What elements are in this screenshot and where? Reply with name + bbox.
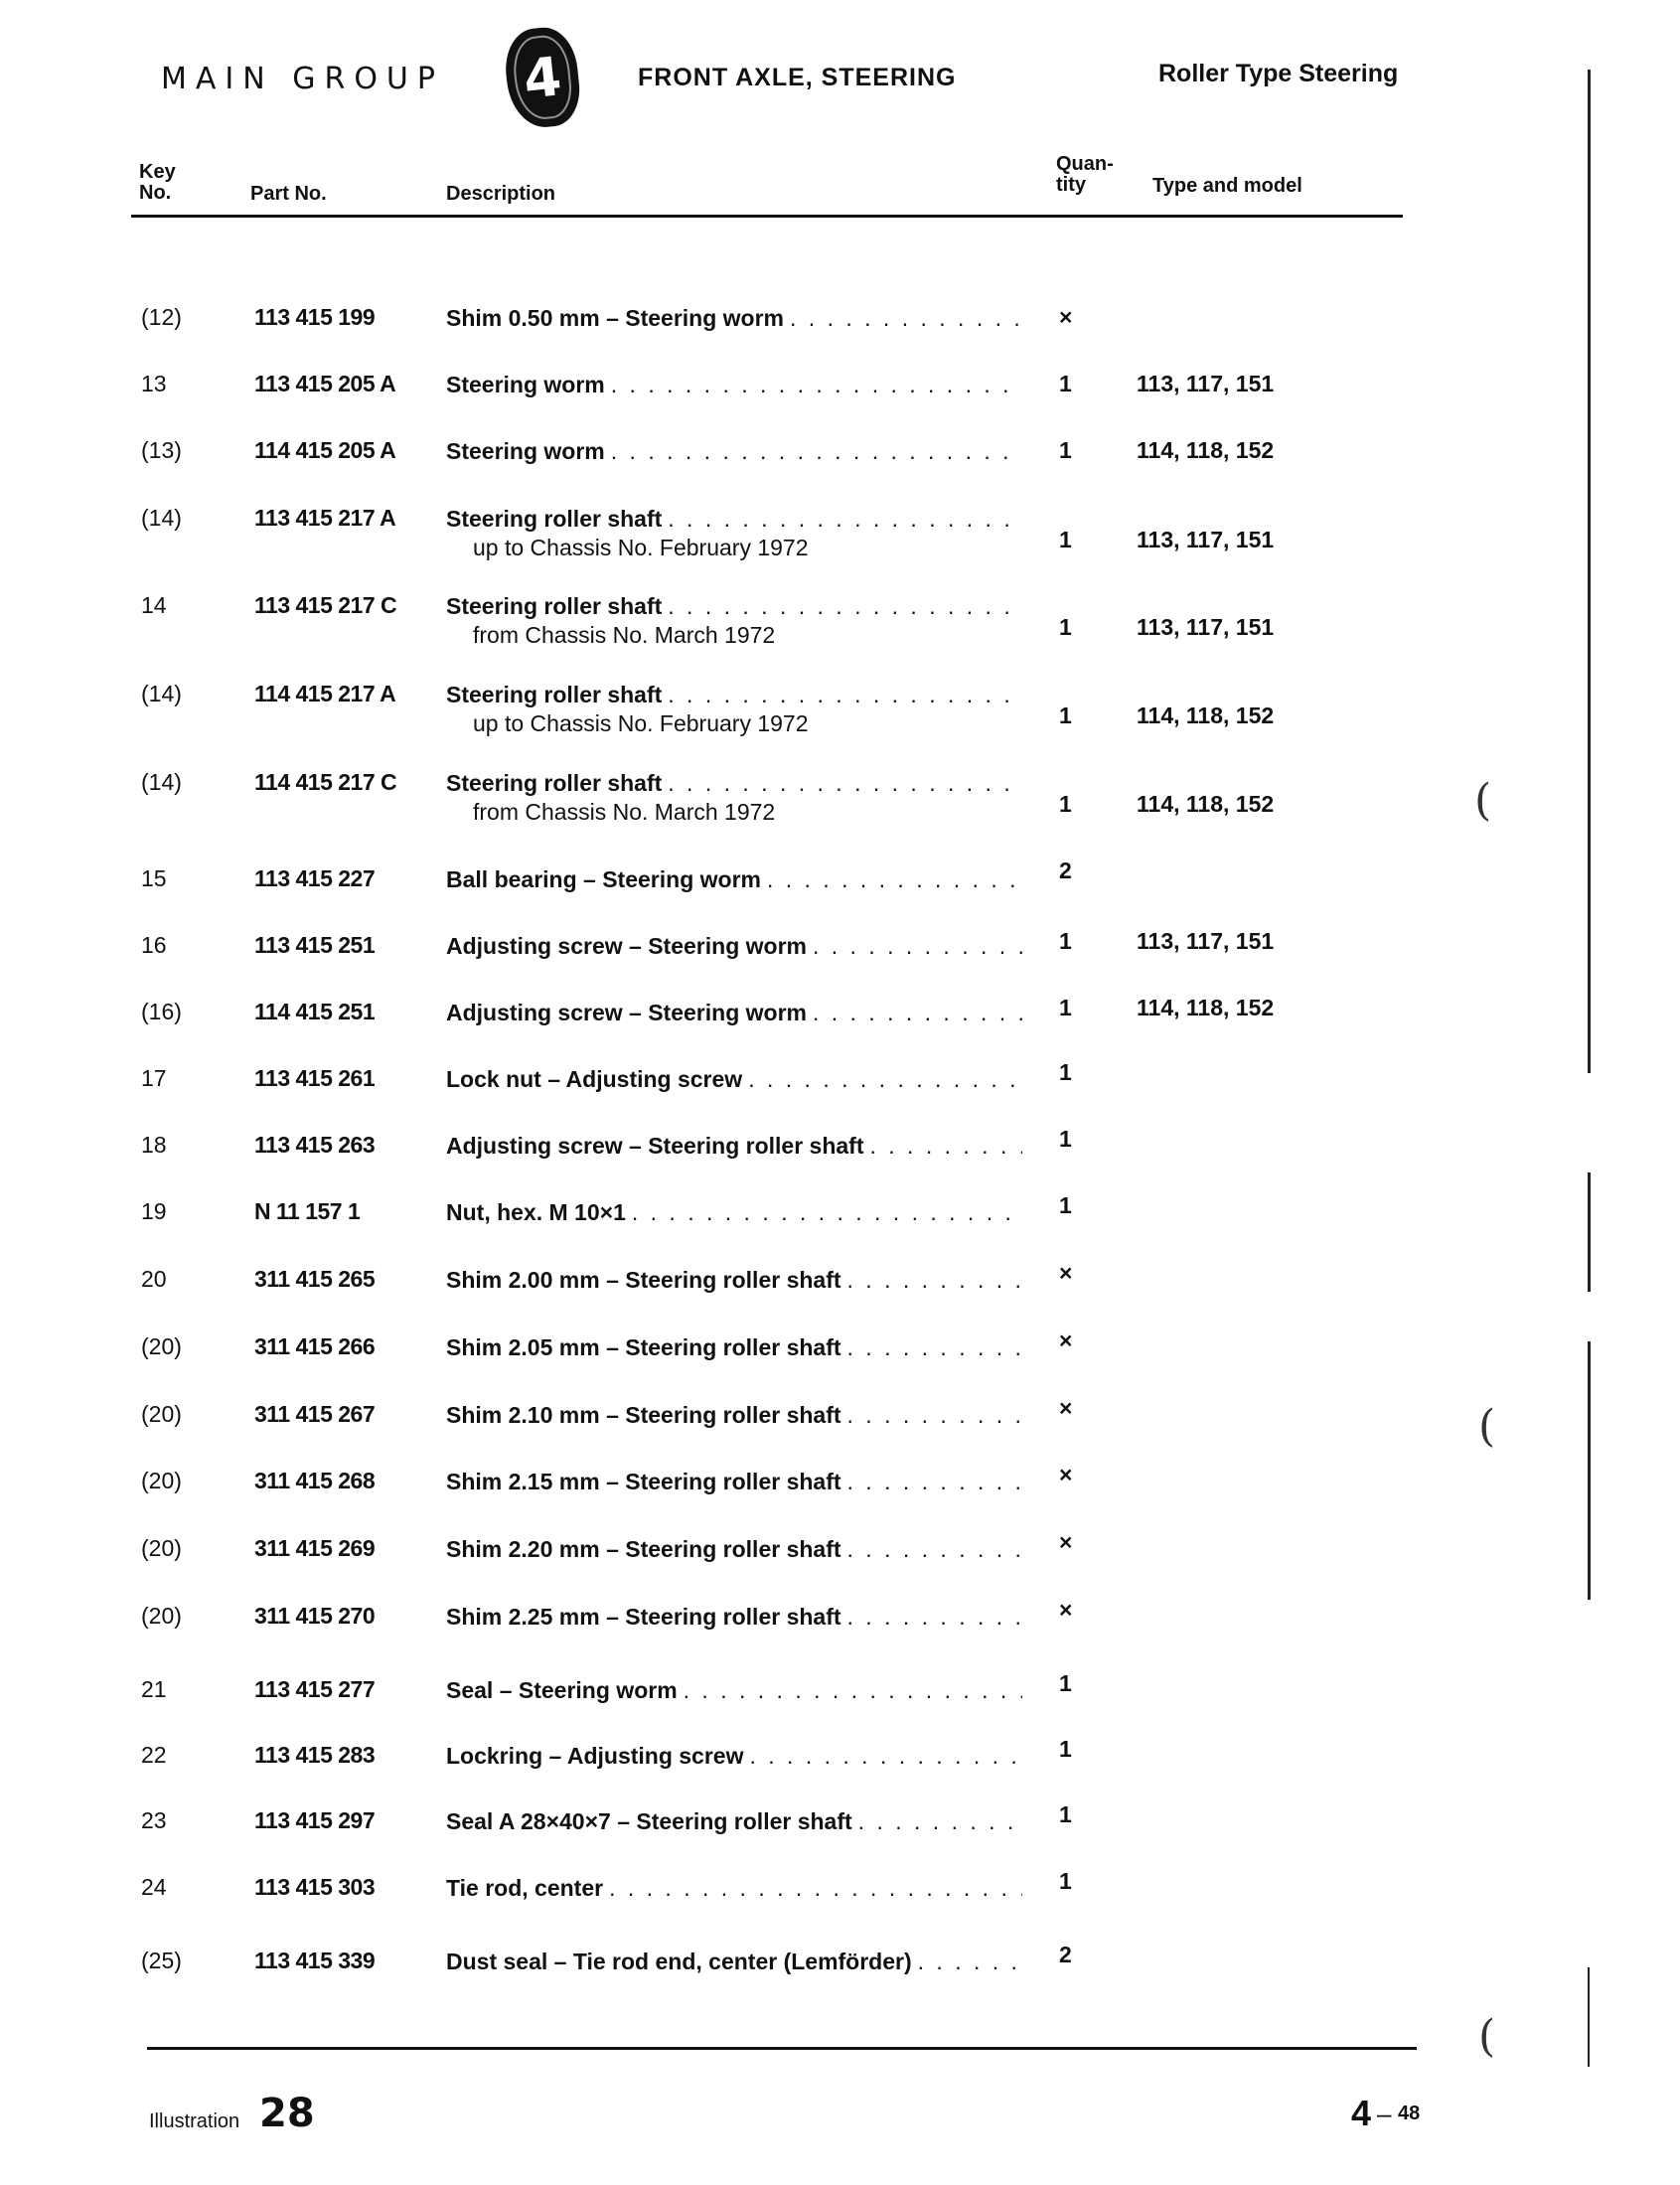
key-no: (16) [141,999,182,1024]
quantity: × [1059,1395,1073,1421]
quantity: 1 [1059,1192,1072,1218]
description [446,1132,1022,1161]
key-no: (20) [141,1535,182,1561]
quantity: 1 [1059,995,1072,1020]
description [446,1535,1022,1564]
page-number-sub: 48 [1398,2103,1421,2124]
description-text: Steering worm [446,372,605,397]
description-text: Shim 2.00 mm – Steering roller shaft [446,1267,841,1293]
key-no: 24 [141,1874,167,1900]
leader-dots [684,1676,1022,1705]
leader-dots [609,1874,1022,1903]
header-rule [131,215,1403,218]
leader-dots [767,865,1022,894]
quantity: 1 [1059,702,1072,728]
description [446,681,1022,738]
type-model: 114, 118, 152 [1137,791,1275,817]
type-model: 113, 117, 151 [1137,371,1275,396]
binding-line-icon [1588,1967,1590,2067]
description [446,505,1022,562]
part-no: 113 415 277 [254,1676,376,1702]
description-text: Seal – Steering worm [446,1677,678,1703]
bracket-mark-icon: ( [1474,775,1492,826]
leader-dots [847,1266,1022,1295]
type-model: 113, 117, 151 [1137,527,1275,552]
illustration-label: Illustration [149,2110,240,2132]
description-text: Shim 2.20 mm – Steering roller shaft [446,1536,841,1562]
key-no: 22 [141,1742,167,1768]
type-model: 113, 117, 151 [1137,928,1275,954]
part-no: 113 415 261 [254,1065,376,1091]
key-no: (20) [141,1333,182,1359]
description-text: Shim 2.15 mm – Steering roller shaft [446,1469,841,1494]
leader-dots [847,1333,1022,1362]
leader-dots [847,1401,1022,1430]
col-head-type-model: Type and model [1152,175,1302,197]
description-text: Adjusting screw – Steering worm [446,933,807,959]
col-head-quantity-line2: tity [1056,174,1086,196]
col-head-description: Description [446,183,556,205]
quantity: × [1059,1529,1073,1555]
leader-dots [847,1603,1022,1632]
illustration-number: 28 [259,2091,315,2136]
description [446,1874,1022,1903]
type-model: 114, 118, 152 [1137,437,1275,463]
key-no: 23 [141,1807,167,1833]
leader-dots [813,999,1022,1027]
page-number-separator: – [1377,2099,1392,2128]
description-text: Dust seal – Tie rod end, center (Lemförder) [446,1949,912,1974]
binding-line-icon [1588,1341,1591,1600]
description-note: from Chassis No. March 1972 [473,799,776,825]
part-no: 311 415 269 [254,1535,376,1561]
description-text: Steering worm [446,438,605,464]
leader-dots [668,592,1022,621]
key-no: (12) [141,304,182,330]
part-no: 113 415 303 [254,1874,376,1900]
part-no: 113 415 199 [254,304,376,330]
part-no: 113 415 339 [254,1948,376,1973]
description-text: Steering roller shaft [446,682,663,707]
leader-dots [918,1948,1022,1976]
quantity: 1 [1059,1670,1072,1696]
description [446,1333,1022,1362]
col-head-key [139,162,176,204]
col-head-quantity-line1: Quan- [1056,153,1114,175]
leader-dots [870,1132,1023,1161]
binding-line-icon [1588,1172,1591,1292]
description-note: from Chassis No. March 1972 [473,622,776,648]
part-no: 113 415 251 [254,932,376,958]
description-text: Lock nut – Adjusting screw [446,1066,743,1092]
leader-dots [611,371,1022,399]
description-text: Seal A 28×40×7 – Steering roller shaft [446,1808,852,1834]
description [446,1401,1022,1430]
description-text: Steering roller shaft [446,506,663,532]
description-text: Ball bearing – Steering worm [446,866,761,892]
part-no: 311 415 268 [254,1468,376,1493]
quantity: 1 [1059,928,1072,954]
description-text: Shim 0.50 mm – Steering worm [446,305,785,331]
leader-dots [611,437,1022,466]
quantity: 1 [1059,437,1072,463]
key-no: 21 [141,1676,167,1702]
type-model: 114, 118, 152 [1137,702,1275,728]
leader-dots [668,505,1022,534]
key-no: (25) [141,1948,182,1973]
key-no: 19 [141,1198,167,1224]
quantity: 1 [1059,527,1072,552]
description-text: Adjusting screw – Steering roller shaft [446,1133,864,1159]
quantity: × [1059,1462,1073,1487]
description [446,1468,1022,1496]
leader-dots [748,1065,1022,1094]
section-title: FRONT AXLE, STEERING [638,64,957,91]
main-group-label: MAIN GROUP [161,62,444,96]
part-no: 311 415 267 [254,1401,376,1427]
description [446,1266,1022,1295]
quantity: 1 [1059,614,1072,640]
leader-dots [858,1807,1022,1836]
description [446,1807,1022,1836]
type-model: 114, 118, 152 [1137,995,1275,1020]
part-no: 113 415 297 [254,1807,376,1833]
description [446,1948,1022,1976]
description [446,304,1022,333]
description-text: Tie rod, center [446,1875,604,1901]
key-no: (20) [141,1603,182,1629]
binding-line-icon [1588,70,1591,1073]
leader-dots [790,304,1022,333]
key-no: (14) [141,505,182,531]
description [446,769,1022,827]
leader-dots [668,769,1022,798]
description [446,999,1022,1027]
description-text: Steering roller shaft [446,593,663,619]
quantity: 2 [1059,1942,1072,1967]
bracket-mark-icon: ( [1478,1401,1496,1452]
key-no: 14 [141,592,167,618]
key-no: 18 [141,1132,167,1158]
bracket-mark-icon: ( [1478,2011,1496,2062]
quantity: 1 [1059,1126,1072,1152]
quantity: 1 [1059,371,1072,396]
group-number-badge [502,25,583,131]
quantity: × [1059,1597,1073,1623]
part-no: 113 415 205 A [254,371,396,396]
quantity: 1 [1059,1868,1072,1894]
description [446,592,1022,650]
page-number-main: 4 [1351,2093,1372,2133]
part-no: 113 415 217 C [254,592,397,618]
quantity: × [1059,304,1073,330]
quantity: 1 [1059,1736,1072,1762]
description [446,437,1022,466]
description [446,1742,1022,1771]
key-no: 16 [141,932,167,958]
col-head-part-no: Part No. [250,183,327,205]
type-model: 113, 117, 151 [1137,614,1275,640]
description [446,1676,1022,1705]
leader-dots [632,1198,1022,1227]
part-no: 311 415 270 [254,1603,376,1629]
quantity: × [1059,1327,1073,1353]
key-no: (14) [141,769,182,795]
description [446,371,1022,399]
key-no: (13) [141,437,182,463]
description-note: up to Chassis No. February 1972 [473,535,809,560]
part-no: 113 415 263 [254,1132,376,1158]
leader-dots [847,1468,1022,1496]
key-no: (20) [141,1401,182,1427]
part-no: 113 415 227 [254,865,376,891]
leader-dots [813,932,1022,961]
description-text: Adjusting screw – Steering worm [446,1000,807,1025]
group-number: 4 [521,44,564,111]
description-text: Shim 2.10 mm – Steering roller shaft [446,1402,841,1428]
key-no: (20) [141,1468,182,1493]
part-no: 114 415 217 C [254,769,397,795]
description-note: up to Chassis No. February 1972 [473,710,809,736]
part-no: 113 415 217 A [254,505,396,531]
col-head-key-line2: No. [139,182,172,204]
leader-dots [749,1742,1022,1771]
col-head-quantity [1056,154,1114,196]
quantity: × [1059,1260,1073,1286]
part-no: 311 415 265 [254,1266,376,1292]
leader-dots [847,1535,1022,1564]
key-no: 17 [141,1065,167,1091]
part-no: 114 415 217 A [254,681,396,706]
description-text: Nut, hex. M 10×1 [446,1199,626,1225]
quantity: 2 [1059,858,1072,883]
description [446,1198,1022,1227]
description [446,1065,1022,1094]
part-no: 114 415 251 [254,999,376,1024]
quantity: 1 [1059,791,1072,817]
quantity: 1 [1059,1801,1072,1827]
col-head-key-line1: Key [139,161,176,183]
quantity: 1 [1059,1059,1072,1085]
part-no: N 11 157 1 [254,1198,361,1224]
key-no: (14) [141,681,182,706]
description-text: Lockring – Adjusting screw [446,1743,744,1769]
key-no: 20 [141,1266,167,1292]
part-no: 114 415 205 A [254,437,396,463]
section-subtitle: Roller Type Steering [1158,60,1399,87]
key-no: 13 [141,371,167,396]
description-text: Shim 2.05 mm – Steering roller shaft [446,1334,841,1360]
description [446,932,1022,961]
description [446,865,1022,894]
description [446,1603,1022,1632]
footer-rule [147,2047,1417,2050]
description-text: Steering roller shaft [446,770,663,796]
key-no: 15 [141,865,167,891]
leader-dots [668,681,1022,709]
part-no: 113 415 283 [254,1742,376,1768]
part-no: 311 415 266 [254,1333,376,1359]
description-text: Shim 2.25 mm – Steering roller shaft [446,1604,841,1630]
